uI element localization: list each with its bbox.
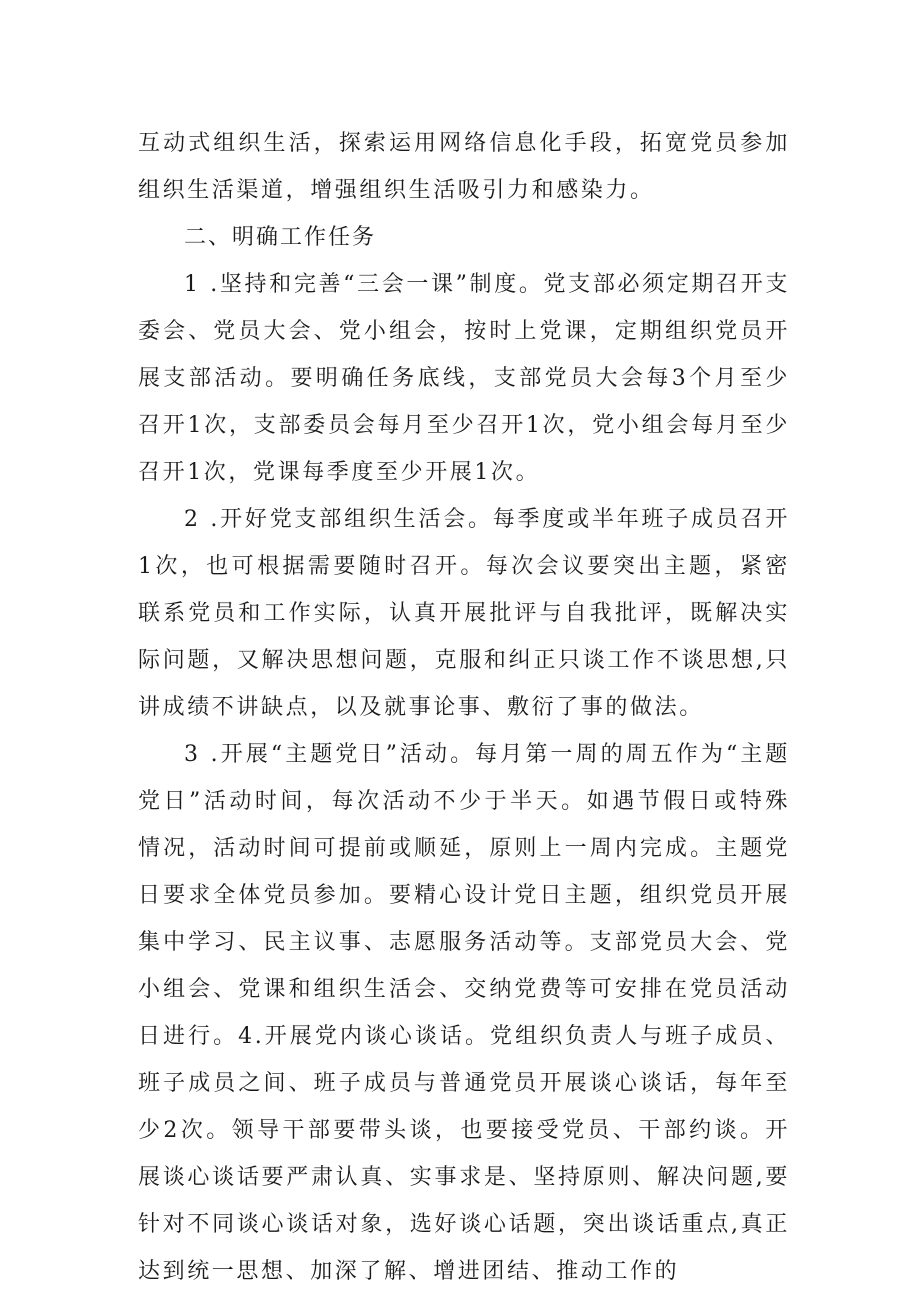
task-item-2: 2 .开好党支部组织生活会。每季度或半年班子成员召开1次，也可根据需要随时召开。每次会议要突出主题，紧密联系党员和工作实际，认真开展批评与自我批评，既解决实际问题，又解决思想问题，克服和纠正只谈工作不谈思想,只讲成绩不讲缺点，以及就事论事、敷衍了事的做法。 bbox=[138, 507, 790, 720]
section-heading: 二、明确工作任务 bbox=[184, 225, 377, 250]
intro-paragraph: 互动式组织生活，探索运用网络信息化手段，拓宽党员参加组织生活渠道，增强组织生活吸引力和感染力。 bbox=[138, 131, 790, 203]
task-item-3: 3 .开展“主题党日”活动。每月第一周的周五作为“主题党日”活动时间，每次活动不少于半天。如遇节假日或特殊情况，活动时间可提前或顺延，原则上一周内完成。主题党日要求全体党员参加。要精心设计党日主题，组织党员开展集中学习、民主议事、志愿服务活动等。支部党员大会、党小组会、党课和组织生活会、交纳党费等可安排在党员活动日进行。4.开展党内谈心谈话。党组织负责人与班子成员、班子成员之间、班子成员与普通党员开展谈心谈话，每年至少2次。领导干部要带头谈，也要接受党员、干部约谈。开展谈心谈话要严肃认真、实事求是、坚持原则、解决问题,要针对不同谈心谈话对象，选好谈心话题，突出谈话重点,真正达到统一思想、加深了解、增进团结、推动工作的 bbox=[138, 742, 790, 1284]
task-item-1: 1 .坚持和完善“三会一课”制度。党支部必须定期召开支委会、党员大会、党小组会，按时上党课，定期组织党员开展支部活动。要明确任务底线，支部党员大会每3个月至少召开1次，支部委员会每月至少召开1次，党小组会每月至少召开1次，党课每季度至少开展1次。 bbox=[138, 272, 790, 485]
document-body bbox=[138, 120, 790, 1295]
